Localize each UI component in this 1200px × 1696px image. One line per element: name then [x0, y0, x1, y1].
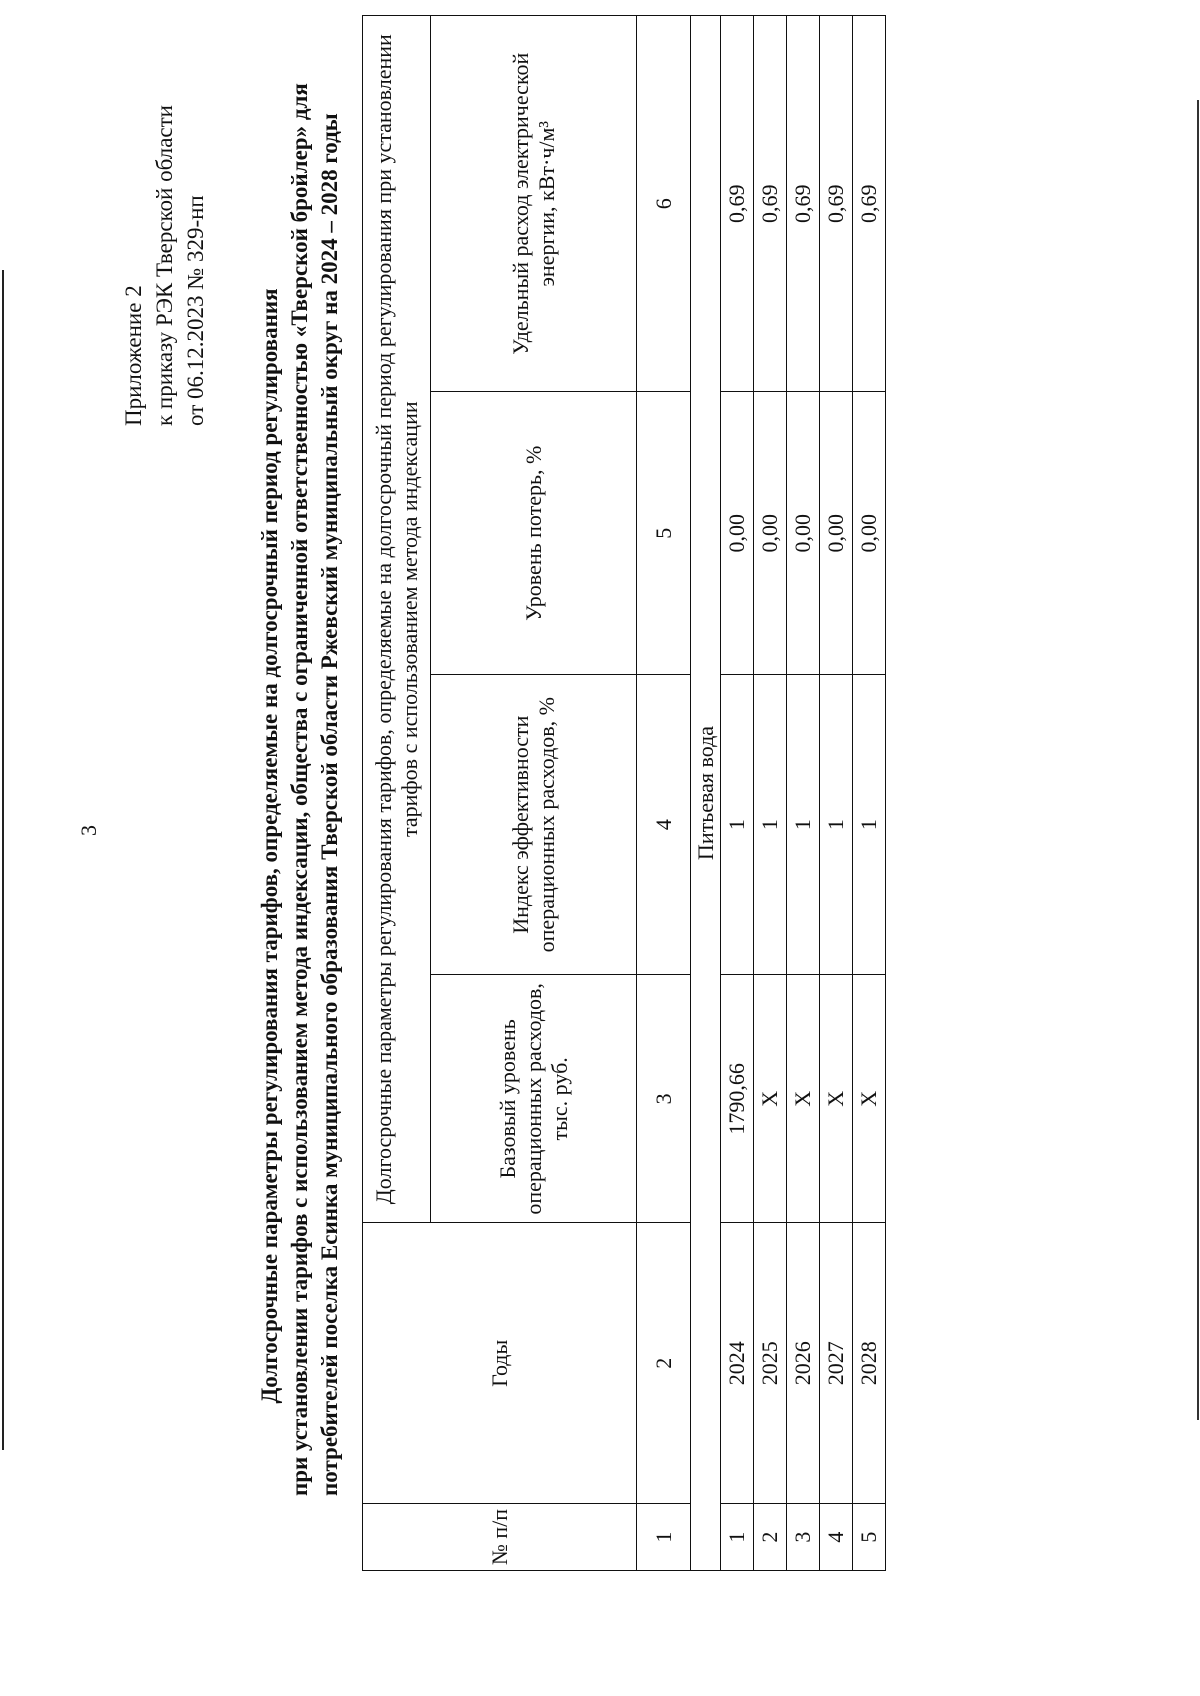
row-losses: 0,00 — [820, 392, 853, 675]
row-num: 1 — [721, 1504, 754, 1571]
document-title — [255, 83, 345, 1496]
col-number-2: 2 — [637, 1223, 691, 1504]
row-losses: 0,00 — [754, 392, 787, 675]
header-num: № п/п — [363, 1504, 637, 1571]
row-num: 3 — [787, 1504, 820, 1571]
row-efficiency-index: 1 — [820, 674, 853, 974]
header-efficiency-index: Индекс эффективности операционных расходов, % — [431, 674, 637, 974]
table-row — [787, 16, 820, 1571]
title-line-1: Долгосрочные параметры регулирования тарифов, определяемые на долгосрочный период регулирования — [257, 288, 282, 1404]
row-energy: 0,69 — [787, 16, 820, 392]
row-base-opex: 1790,66 — [721, 975, 754, 1223]
row-energy: 0,69 — [820, 16, 853, 392]
col-number-3: 3 — [637, 975, 691, 1223]
row-energy: 0,69 — [754, 16, 787, 392]
header-energy: Удельный расход электрической энергии, кВт·ч/м³ — [431, 16, 637, 392]
appendix-line-1: Приложение 2 — [121, 285, 146, 426]
col-number-1: 1 — [637, 1504, 691, 1571]
row-base-opex: X — [853, 975, 886, 1223]
table-row — [721, 16, 754, 1571]
header-base-opex: Базовый уровень операционных расходов, тыс. руб. — [431, 975, 637, 1223]
row-efficiency-index: 1 — [721, 674, 754, 974]
header-losses: Уровень потерь, % — [431, 392, 637, 675]
section-row — [691, 16, 721, 1571]
row-losses: 0,00 — [853, 392, 886, 675]
appendix-line-3: от 06.12.2023 № 329-нп — [183, 195, 208, 426]
row-num: 5 — [853, 1504, 886, 1571]
row-num: 4 — [820, 1504, 853, 1571]
row-base-opex: X — [787, 975, 820, 1223]
table-row — [853, 16, 886, 1571]
row-num: 2 — [754, 1504, 787, 1571]
title-line-2: при установлении тарифов с использованием метода индексации, общества с ограниченной ответственностью «Тверской бройлер» для — [287, 83, 312, 1496]
row-year: 2027 — [820, 1223, 853, 1504]
header-years: Годы — [363, 1223, 637, 1504]
row-energy: 0,69 — [853, 16, 886, 392]
appendix-block — [118, 105, 211, 426]
row-efficiency-index: 1 — [754, 674, 787, 974]
row-efficiency-index: 1 — [853, 674, 886, 974]
col-number-6: 6 — [637, 16, 691, 392]
column-numbering-row — [637, 16, 691, 1571]
row-base-opex: X — [754, 975, 787, 1223]
row-year: 2025 — [754, 1223, 787, 1504]
row-energy: 0,69 — [721, 16, 754, 392]
parameters-table — [362, 15, 886, 1571]
col-number-4: 4 — [637, 674, 691, 974]
col-number-5: 5 — [637, 392, 691, 675]
row-losses: 0,00 — [787, 392, 820, 675]
row-losses: 0,00 — [721, 392, 754, 675]
row-year: 2024 — [721, 1223, 754, 1504]
table-header-row-1 — [363, 16, 431, 1571]
page-number: 3 — [76, 825, 101, 836]
section-drinking-water: Питьевая вода — [691, 16, 721, 1571]
row-year: 2028 — [853, 1223, 886, 1504]
header-group: Долгосрочные параметры регулирования тарифов, определяемые на долгосрочный период регулирования при установлении тарифов с использованием метода индексации — [363, 16, 431, 1223]
row-base-opex: X — [820, 975, 853, 1223]
row-year: 2026 — [787, 1223, 820, 1504]
table-row — [820, 16, 853, 1571]
title-line-3: потребителей поселка Есинка муниципального образования Тверской области Ржевский муниципальный округ на 2024 – 2028 годы — [317, 113, 342, 1496]
appendix-line-2: к приказу РЭК Тверской области — [152, 105, 177, 426]
table-row — [754, 16, 787, 1571]
row-efficiency-index: 1 — [787, 674, 820, 974]
